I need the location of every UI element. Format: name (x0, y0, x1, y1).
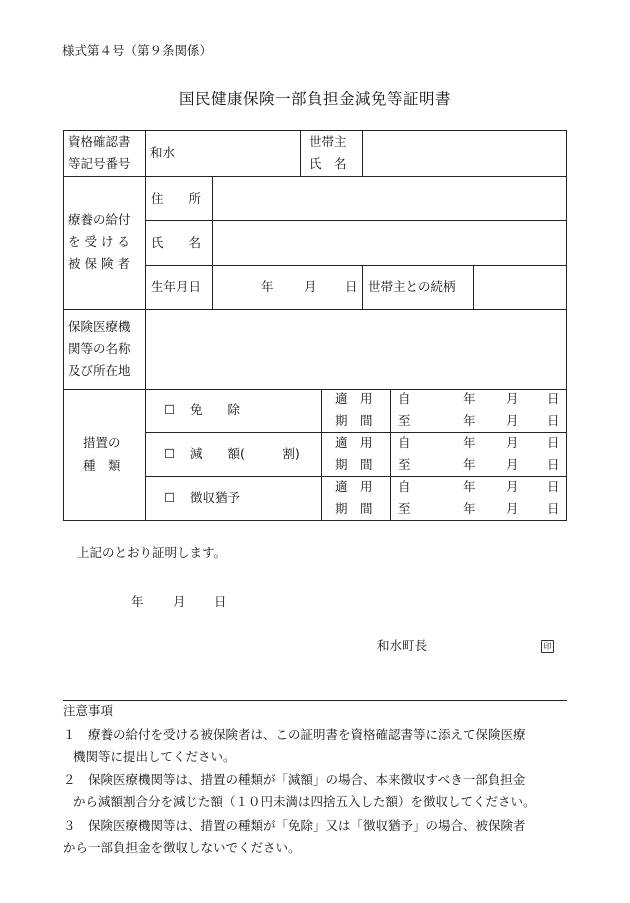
from-label: 自 (398, 435, 411, 450)
seal-icon: 印 (541, 640, 554, 653)
day-label: 日 (547, 457, 560, 472)
form-number: 様式第４号（第９条関係） (62, 43, 213, 58)
qualification-label: 資格確認書 (68, 134, 131, 149)
qualification-value: 和水 (150, 145, 176, 160)
period-label: 適 用 (335, 435, 373, 450)
note-2-cont: から減額割合分を減じた額（１０円未満は四捨五入した額）を徴収してください。 (73, 794, 536, 809)
recipient-label: を 受 け る (68, 234, 130, 249)
page-title: 国民健康保険一部負担金減免等証明書 (178, 90, 451, 108)
name-label: 氏 名 (151, 235, 202, 250)
month-label: 月 (506, 457, 519, 472)
year-label: 年 (463, 413, 476, 428)
note-1-cont: 機関等に提出してください。 (73, 749, 236, 764)
date-month: 月 (173, 594, 186, 609)
period-label: 期 間 (335, 413, 373, 428)
day-label: 日 (547, 391, 560, 406)
notes-heading: 注意事項 (63, 703, 114, 718)
institution-label: 保険医療機 (68, 319, 131, 334)
month-label: 月 (506, 413, 519, 428)
head-label: 世帯主 (309, 134, 347, 149)
deferral-label: 徴収猶予 (190, 490, 241, 505)
year-label: 年 (463, 479, 476, 494)
from-label: 自 (398, 479, 411, 494)
institution-label: 関等の名称 (68, 341, 131, 356)
exemption-checkbox[interactable]: ☐ (164, 402, 176, 417)
from-label: 自 (398, 391, 411, 406)
date-day: 日 (214, 594, 227, 609)
measure-label: 種 類 (83, 458, 121, 473)
year-label: 年 (463, 457, 476, 472)
month-label: 月 (506, 501, 519, 516)
certify-text: 上記のとおり証明します。 (77, 545, 227, 560)
address-label: 住 所 (151, 191, 202, 206)
divider (63, 700, 567, 701)
relation-label: 世帯主との続柄 (368, 279, 456, 294)
qualification-label: 等記号番号 (68, 156, 131, 171)
date-year: 年 (131, 594, 144, 609)
exemption-label: 免 除 (190, 402, 241, 417)
seal-mark (541, 637, 554, 653)
period-label: 適 用 (335, 391, 373, 406)
year-label: 年 (463, 391, 476, 406)
recipient-label: 被 保 険 者 (68, 256, 130, 271)
day-label: 日 (547, 435, 560, 450)
deferral-checkbox[interactable]: ☐ (164, 490, 176, 505)
recipient-label: 療養の給付 (68, 212, 131, 227)
day-label: 日 (547, 413, 560, 428)
institution-label: 及び所在地 (68, 363, 131, 378)
reduction-checkbox[interactable]: ☐ (164, 446, 176, 461)
day-label: 日 (547, 479, 560, 494)
to-label: 至 (398, 413, 411, 428)
measure-label: 措置の (83, 435, 121, 450)
birth-year: 年 (261, 279, 274, 294)
birth-month: 月 (304, 279, 317, 294)
to-label: 至 (398, 457, 411, 472)
month-label: 月 (506, 479, 519, 494)
month-label: 月 (506, 435, 519, 450)
issuer: 和水町長 (377, 638, 428, 653)
month-label: 月 (506, 391, 519, 406)
period-label: 期 間 (335, 501, 373, 516)
reduction-label: 減 額( 割) (190, 446, 300, 461)
birth-label: 生年月日 (151, 279, 202, 294)
birth-day: 日 (345, 279, 358, 294)
head-label: 氏 名 (309, 156, 347, 171)
day-label: 日 (547, 501, 560, 516)
note-2: ２ 保険医療機関等は、措置の種類が「減額」の場合、本来徴収すべき一部負担金 (63, 772, 526, 787)
year-label: 年 (463, 435, 476, 450)
to-label: 至 (398, 501, 411, 516)
note-3: ３ 保険医療機関等は、措置の種類が「免除」又は「徴収猶予」の場合、被保険者 (63, 818, 526, 833)
note-3-cont: から一部負担金を徴収しないでください。 (63, 840, 301, 855)
period-label: 適 用 (335, 479, 373, 494)
note-1: １ 療養の給付を受ける被保険者は、この証明書を資格確認書等に添えて保険医療 (63, 727, 526, 742)
year-label: 年 (463, 501, 476, 516)
period-label: 期 間 (335, 457, 373, 472)
